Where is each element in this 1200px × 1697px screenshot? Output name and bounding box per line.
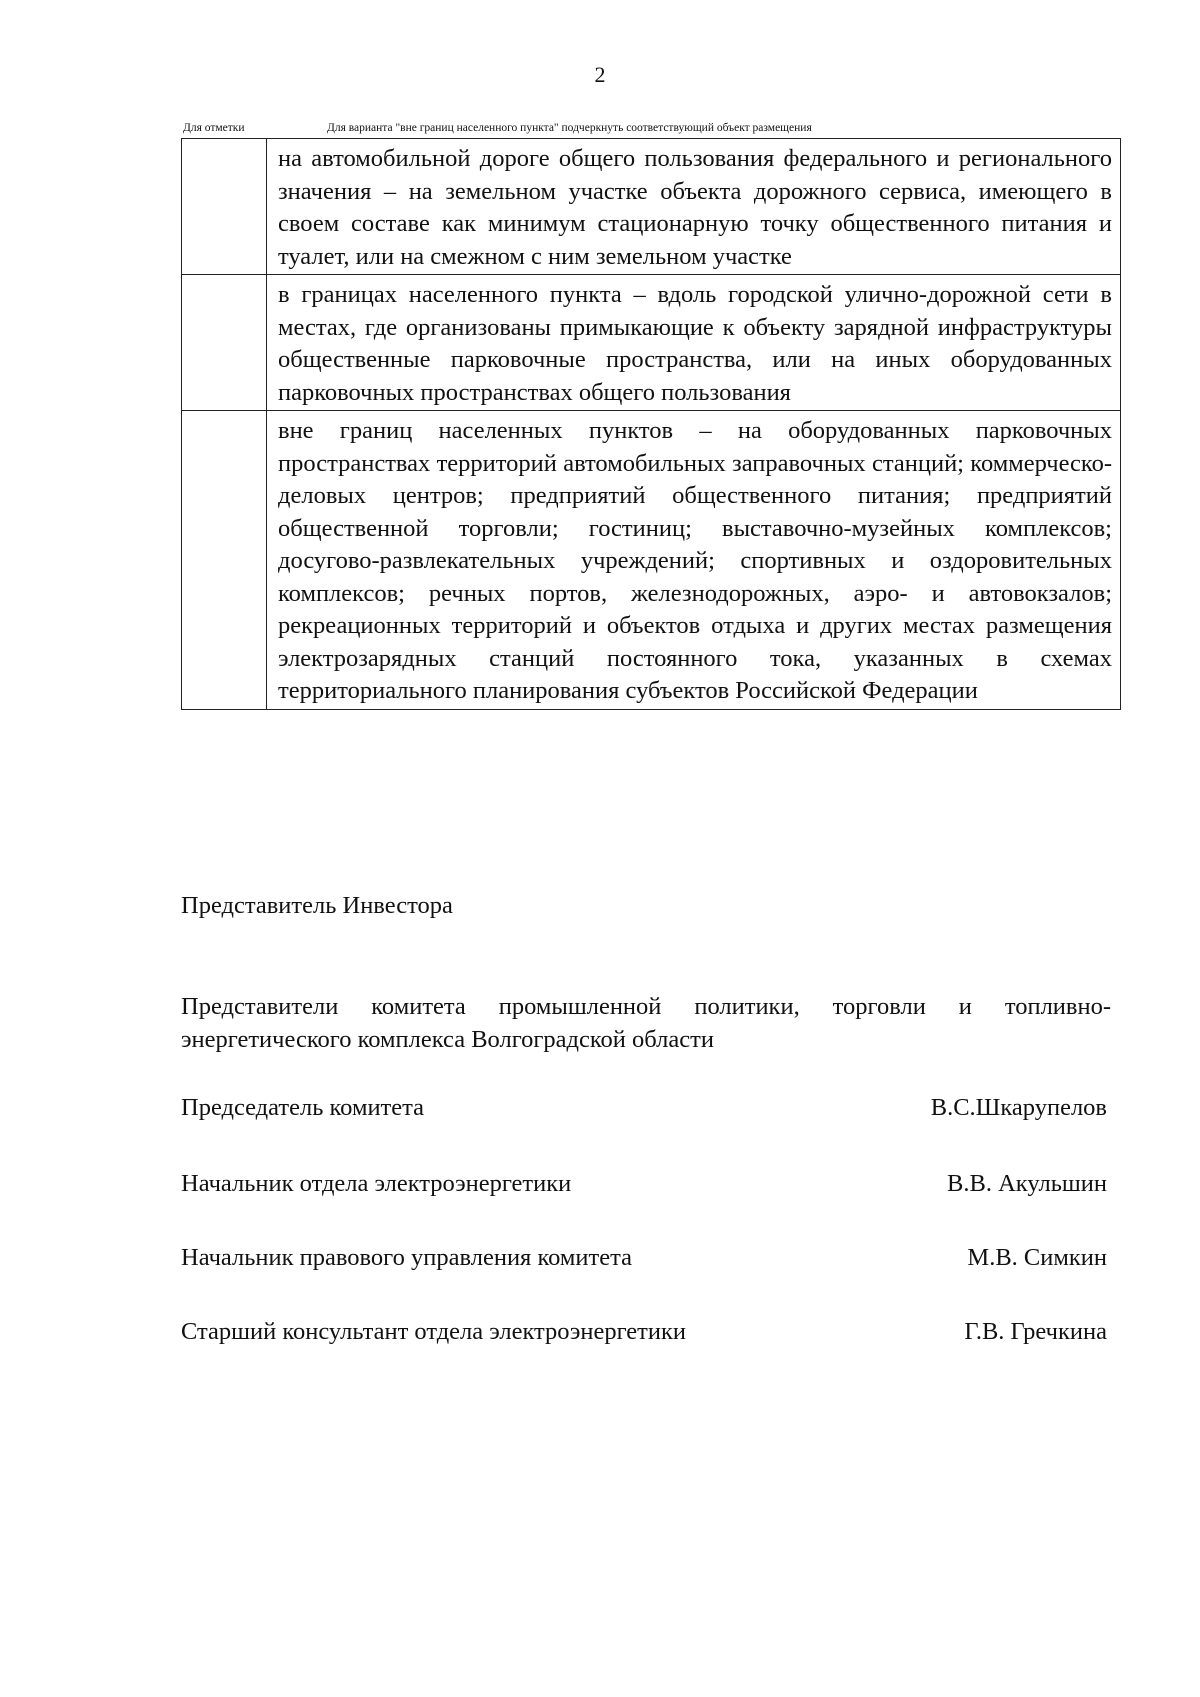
signatory-role: Начальник правового управления комитета <box>181 1244 632 1271</box>
table-row <box>182 411 1121 710</box>
page-number: 2 <box>594 62 606 87</box>
mark-cell[interactable] <box>182 139 267 275</box>
signatory-role: Председатель комитета <box>181 1094 425 1121</box>
table-row <box>182 139 1121 275</box>
option-outside-settlement-text: вне границ населенных пунктов – на оборудованных парковочных пространствах территорий автомобильных заправочных станций; коммерческо-деловых центров; предприятий общественного питания; предприятий общественной торговли; гостиниц; выставочно-музейных комплексов; досугово-развлекательных учреждений; спортивных и оздоровительных комплексов; речных портов, железнодорожных, аэро- и автовокзалов; рекреационных территорий и объектов отдыха и других местах размещения электрозарядных станций постоянного тока, указанных в схемах территориального планирования субъектов Российской Федерации <box>267 411 1121 710</box>
signatory-name: М.В. Симкин <box>967 1244 1107 1271</box>
committee-representatives: Представители комитета промышленной политики, торговли и топливно-энергетического комплекса Волгоградской области <box>181 993 1111 1053</box>
mark-column-header: Для отметки <box>183 122 245 134</box>
signatory-role: Старший консультант отдела электроэнергетики <box>181 1318 687 1345</box>
signatory-name: В.С.Шкарупелов <box>930 1094 1107 1121</box>
signatory-role: Начальник отдела электроэнергетики <box>181 1170 572 1197</box>
investor-representative: Представитель Инвестора <box>181 892 453 919</box>
table-row <box>182 275 1121 411</box>
option-highway-text: на автомобильной дороге общего пользования федерального и регионального значения – на земельном участке объекта дорожного сервиса, имеющего в своем составе как минимум стационарную точку общественного питания и туалет, или на смежном с ним земельном участке <box>267 139 1121 275</box>
signatory-name: Г.В. Гречкина <box>964 1318 1107 1345</box>
table-header <box>183 121 1123 137</box>
variant-note-header: Для варианта "вне границ населенного пункта" подчеркнуть соответствующий объект размещения <box>327 122 812 134</box>
placement-options-table <box>181 138 1121 710</box>
mark-cell[interactable] <box>182 275 267 411</box>
mark-cell[interactable] <box>182 411 267 710</box>
signatory-name: В.В. Акульшин <box>947 1170 1107 1197</box>
option-within-settlement-text: в границах населенного пункта – вдоль городской улично-дорожной сети в местах, где организованы примыкающие к объекту зарядной инфраструктуры общественные парковочные пространства, или на иных оборудованных парковочных пространствах общего пользования <box>267 275 1121 411</box>
